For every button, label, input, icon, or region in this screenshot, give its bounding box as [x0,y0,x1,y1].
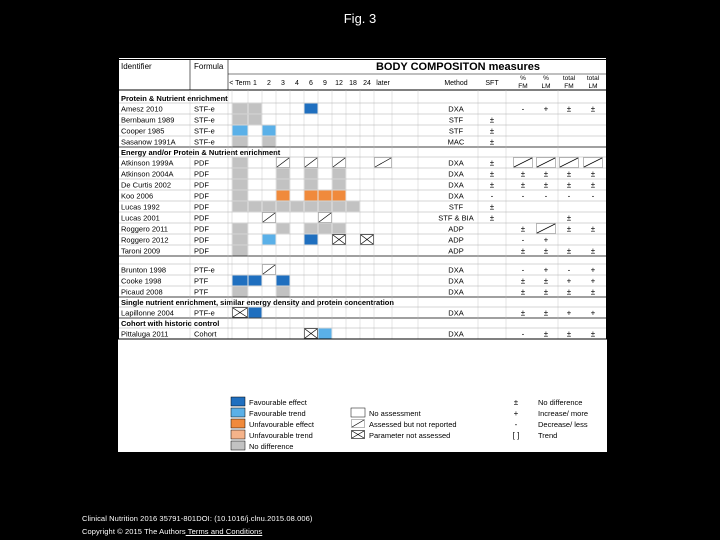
study-identifier: Roggero 2011 [121,224,168,234]
sft-value: - [490,191,494,201]
method-value: DXA [448,329,464,339]
time-cell [333,191,346,201]
time-cell [333,224,346,234]
time-column-header: 6 [309,80,313,87]
legend-symbol: ± [513,398,519,407]
method-value: DXA [448,191,464,201]
time-cell [305,202,318,212]
time-cell [233,191,248,201]
study-identifier: Picaud 2008 [121,287,163,297]
measure-header: total [562,75,576,82]
time-column-header: 4 [295,80,299,87]
legend-swatch [351,408,365,417]
time-cell [277,202,290,212]
time-column-header: 2 [267,80,271,87]
terms-link[interactable]: Terms and Conditions [185,527,263,536]
time-cell [249,104,262,114]
method-value: STF [448,126,464,136]
time-cell [333,169,346,179]
measure-value: ± [520,169,526,179]
measure-value: ± [590,224,596,234]
time-cell [233,180,248,190]
measure-value: - [521,191,525,201]
method-value: DXA [448,169,464,179]
study-identifier: Taroni 2009 [121,246,161,256]
measure-value: + [543,235,549,245]
measure-value: - [521,104,525,114]
measure-header: LM [588,83,598,90]
time-cell [277,180,290,190]
time-cell [319,191,332,201]
formula-value: PDF [194,246,209,256]
study-identifier: Brunton 1998 [121,265,167,275]
legend-swatch [231,397,245,406]
legend-symbol: - [514,420,518,429]
formula-value: PDF [194,235,209,245]
formula-value: STF-e [194,126,215,136]
legend-label: No assessment [369,409,421,418]
measure-value: ± [566,287,572,297]
time-cell [233,126,248,136]
method-value: ADP [448,246,464,256]
time-column-header: 18 [349,80,357,87]
time-cell [249,115,262,125]
measure-header: total [586,75,600,82]
measure-value: ± [520,287,526,297]
measure-value: ± [520,308,526,318]
time-cell [249,276,262,286]
method-value: DXA [448,180,464,190]
measure-value: - [544,191,548,201]
time-cell [347,202,360,212]
measure-value: - [567,265,571,275]
measure-value: ± [566,246,572,256]
measure-value: ± [543,180,549,190]
method-value: DXA [448,276,464,286]
time-cell [319,202,332,212]
measure-value: + [590,276,596,286]
sft-header: SFT [485,80,499,87]
time-cell [305,180,318,190]
citation-line: Clinical Nutrition 2016 35791-801DOI: (10.1016/j.clnu.2015.08.006) [82,514,313,523]
measure-value: ± [590,104,596,114]
measure-header: % [543,75,549,82]
time-cell [277,224,290,234]
method-value: DXA [448,308,464,318]
method-value: DXA [448,265,464,275]
measure-header: FM [518,83,528,90]
legend-label: Increase/ more [538,409,589,418]
time-cell [233,202,248,212]
sft-value: ± [489,137,495,147]
measure-value: + [543,265,549,275]
time-cell [263,137,276,147]
measure-value: + [543,104,549,114]
measure-value: ± [590,180,596,190]
measure-header: % [520,75,526,82]
study-identifier: Koo 2006 [121,191,154,201]
time-cell [319,329,332,339]
study-identifier: Sasanow 1991A [121,137,176,147]
formula-value: PTF [194,287,209,297]
formula-value: PDF [194,202,209,212]
method-value: MAC [447,137,465,147]
measure-value: - [521,329,525,339]
measure-value: ± [520,246,526,256]
legend-label: Unfavourable trend [249,431,313,440]
formula-value: Cohort [194,329,217,339]
formula-header: Formula [194,62,224,71]
time-cell [305,169,318,179]
measure-value: ± [543,329,549,339]
time-cell [249,308,262,318]
legend-label: No difference [249,442,294,451]
method-value: DXA [448,104,464,114]
group-label: Cohort with historic control [121,319,220,328]
formula-value: PDF [194,191,209,201]
time-cell [305,235,318,245]
body-composition-header: BODY COMPOSITON measures [375,61,541,73]
time-cell [233,246,248,256]
study-identifier: Atkinson 2004A [121,169,174,179]
time-column-header: later [376,80,390,87]
study-identifier: Lucas 1992 [121,202,160,212]
measure-value: ± [543,287,549,297]
legend-label: Assessed but not reported [369,420,457,429]
formula-value: STF-e [194,115,215,125]
measure-value: - [567,191,571,201]
body-composition-table [118,57,607,452]
legend-swatch [231,441,245,450]
sft-value: ± [489,115,495,125]
formula-value: PDF [194,213,209,223]
method-value: DXA [448,158,464,168]
time-cell [305,191,318,201]
legend-label: Parameter not assessed [369,431,451,440]
time-cell [263,126,276,136]
time-cell [333,180,346,190]
legend-label: Favourable effect [249,398,307,407]
legend-label: Trend [538,431,558,440]
formula-value: STF-e [194,104,215,114]
sft-value: ± [489,202,495,212]
time-cell [263,235,276,245]
time-column-header: < Term [229,80,251,87]
sft-value: ± [489,158,495,168]
study-identifier: De Curtis 2002 [121,180,172,190]
method-value: DXA [448,287,464,297]
time-cell [233,287,248,297]
copyright-line [82,527,262,536]
time-column-header: 24 [363,80,371,87]
measure-value: ± [590,169,596,179]
time-cell [305,104,318,114]
study-identifier: Lucas 2001 [121,213,160,223]
legend-label: Favourable trend [249,409,306,418]
measure-value: + [590,308,596,318]
group-label: Energy and/or Protein & Nutrient enrichment [121,148,281,157]
time-cell [233,137,248,147]
study-identifier: Atkinson 1999A [121,158,174,168]
measure-header: LM [541,83,551,90]
method-value: STF & BIA [438,213,474,223]
time-cell [277,276,290,286]
formula-value: PTF [194,276,209,286]
sft-value: ± [489,126,495,136]
time-column-header: 9 [323,80,327,87]
time-column-header: 3 [281,80,285,87]
group-label: Single nutrient enrichment, similar energy density and protein concentration [121,298,394,307]
measure-value: ± [520,180,526,190]
identifier-header: Identifier [121,62,152,71]
formula-value: PTF-e [194,308,215,318]
measure-value: + [566,308,572,318]
sft-value: ± [489,180,495,190]
study-identifier: Pittaluga 2011 [121,329,169,339]
legend-label: No difference [538,398,583,407]
formula-value: PDF [194,224,209,234]
method-value: ADP [448,224,464,234]
formula-value: STF-e [194,137,215,147]
measure-value: + [590,265,596,275]
sft-value: ± [489,213,495,223]
measure-value: - [591,191,595,201]
legend-symbol: [ ] [512,431,520,440]
time-cell [263,202,276,212]
formula-value: PDF [194,169,209,179]
legend-label: Decrease/ less [538,420,588,429]
method-value: STF [448,202,464,212]
time-cell [233,224,248,234]
study-identifier: Roggero 2012 [121,235,169,245]
time-cell [249,202,262,212]
legend-swatch [231,408,245,417]
legend-swatch [231,419,245,428]
measure-value: ± [520,276,526,286]
time-cell [233,235,248,245]
study-identifier: Cooper 1985 [121,126,165,136]
measure-value: ± [566,329,572,339]
method-value: ADP [448,235,464,245]
method-header: Method [444,80,468,87]
study-identifier: Lapillonne 2004 [121,308,174,318]
time-cell [333,202,346,212]
time-cell [233,104,248,114]
sft-value: ± [489,169,495,179]
measure-value: ± [566,169,572,179]
measure-value: ± [543,276,549,286]
time-cell [233,158,248,168]
measure-value: ± [543,169,549,179]
time-cell [305,224,318,234]
figure-title: Fig. 3 [343,11,377,26]
time-cell [277,169,290,179]
copyright-text: Copyright © 2015 The Authors [82,527,186,536]
measure-value: ± [566,104,572,114]
study-identifier: Cooke 1998 [121,276,162,286]
measure-value: ± [590,246,596,256]
group-label: Protein & Nutrient enrichment [121,94,228,103]
legend-symbol: + [513,409,519,418]
measure-value: ± [590,287,596,297]
time-column-header: 1 [253,80,257,87]
measure-header: FM [564,83,574,90]
legend-swatch [231,430,245,439]
time-cell [291,202,304,212]
time-cell [319,224,332,234]
measure-value: - [521,235,525,245]
formula-value: PDF [194,180,209,190]
measure-value: ± [566,180,572,190]
measure-value: + [566,276,572,286]
time-cell [233,169,248,179]
time-cell [233,115,248,125]
measure-value: - [521,265,525,275]
time-column-header: 12 [335,80,343,87]
legend-label: Unfavourable effect [249,420,314,429]
study-identifier: Amesz 2010 [121,104,163,114]
measure-value: ± [543,308,549,318]
formula-value: PTF-e [194,265,215,275]
study-identifier: Bernbaum 1989 [121,115,175,125]
measure-value: ± [566,213,572,223]
method-value: STF [448,115,464,125]
measure-value: ± [590,329,596,339]
measure-value: ± [543,246,549,256]
time-cell [277,191,290,201]
figure-panel [118,57,607,452]
measure-value: ± [566,224,572,234]
time-cell [277,287,290,297]
formula-value: PDF [194,158,209,168]
time-cell [233,276,248,286]
measure-value: ± [520,224,526,234]
